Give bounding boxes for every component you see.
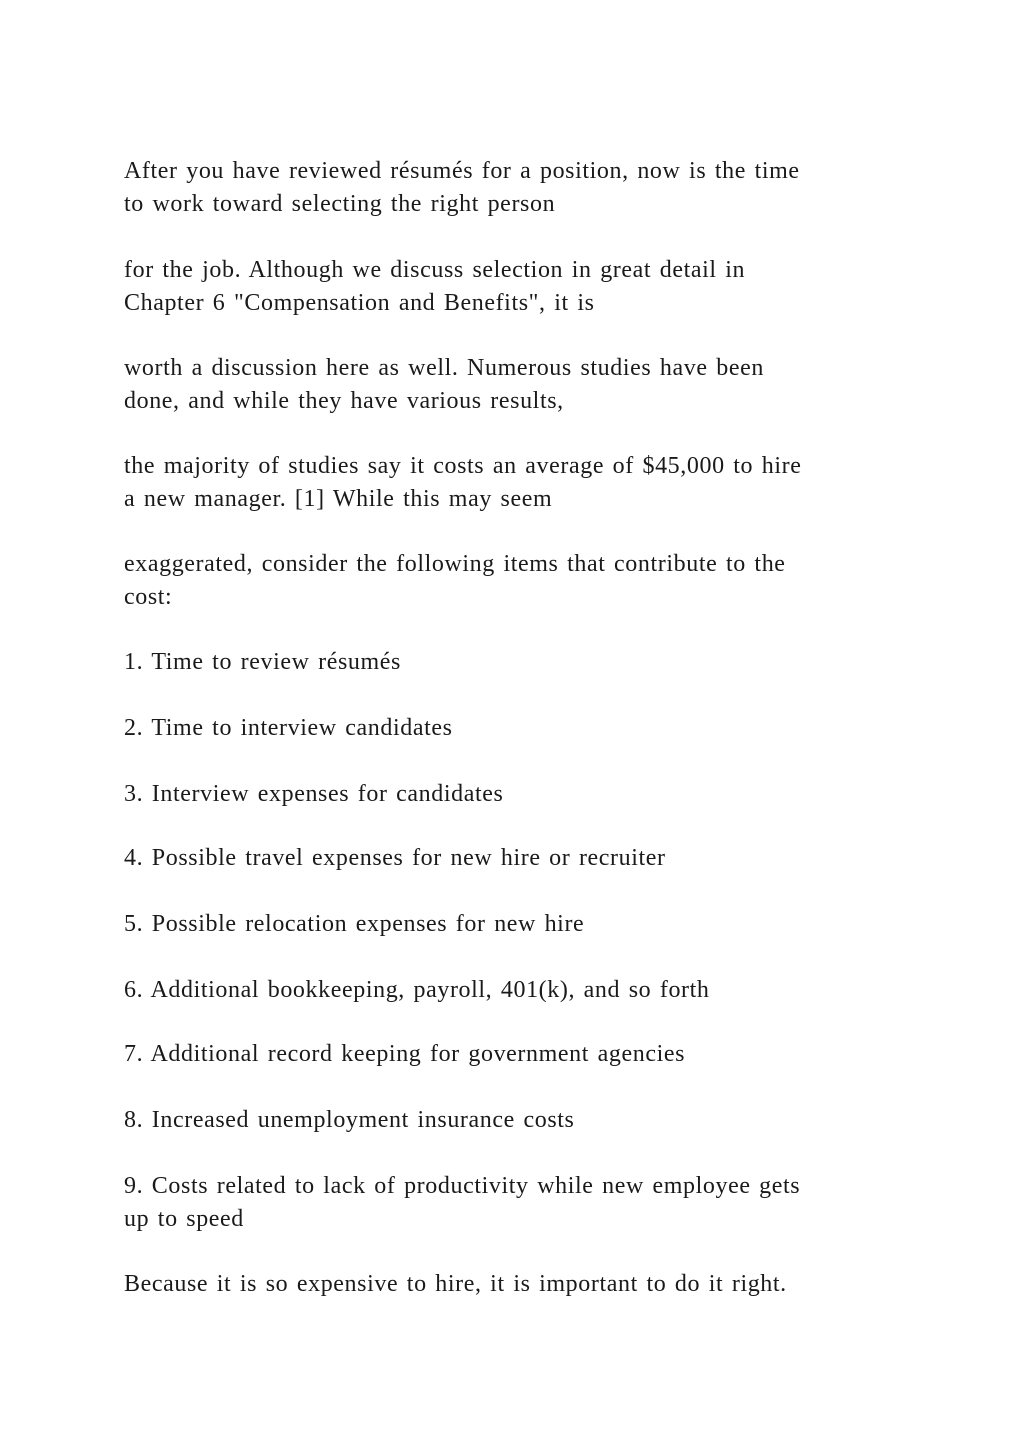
- paragraph-line: After you have reviewed résumés for a position, now is the time: [124, 158, 800, 184]
- list-item-5: [124, 908, 914, 941]
- paragraph-line: a new manager. [1] While this may seem: [124, 486, 553, 512]
- paragraph-line: done, and while they have various results,: [124, 388, 564, 414]
- paragraph-line: exaggerated, consider the following items that contribute to the: [124, 551, 786, 577]
- paragraph-5: [124, 548, 914, 614]
- list-item-text: 4. Possible travel expenses for new hire or recruiter: [124, 845, 666, 871]
- list-item-text: up to speed: [124, 1206, 244, 1232]
- list-item-text: 5. Possible relocation expenses for new hire: [124, 911, 585, 937]
- list-item-text: 9. Costs related to lack of productivity while new employee gets: [124, 1173, 801, 1199]
- list-item-6: [124, 974, 914, 1007]
- paragraph-line: Because it is so expensive to hire, it is important to do it right.: [124, 1271, 787, 1297]
- paragraph-1: [124, 155, 914, 221]
- list-item-4: [124, 842, 914, 875]
- paragraph-4: [124, 450, 914, 516]
- paragraph-line: Chapter 6 "Compensation and Benefits", it is: [124, 290, 595, 316]
- paragraph-line: worth a discussion here as well. Numerous studies have been: [124, 355, 764, 381]
- list-item-text: 7. Additional record keeping for government agencies: [124, 1041, 686, 1067]
- list-item-text: 1. Time to review résumés: [124, 649, 401, 675]
- list-item-text: 3. Interview expenses for candidates: [124, 781, 504, 807]
- paragraph-line: the majority of studies say it costs an average of $45,000 to hire: [124, 453, 802, 479]
- list-item-text: 8. Increased unemployment insurance costs: [124, 1107, 575, 1133]
- list-item-9: [124, 1170, 914, 1236]
- closing-paragraph: [124, 1268, 914, 1301]
- paragraph-line: for the job. Although we discuss selection in great detail in: [124, 257, 746, 283]
- list-item-3: [124, 778, 914, 811]
- paragraph-2: [124, 254, 914, 320]
- list-item-7: [124, 1038, 914, 1071]
- list-item-8: [124, 1104, 914, 1137]
- list-item-1: [124, 646, 914, 679]
- paragraph-3: [124, 352, 914, 418]
- list-item-2: [124, 712, 914, 745]
- paragraph-line: cost:: [124, 584, 173, 610]
- list-item-text: 6. Additional bookkeeping, payroll, 401(k), and so forth: [124, 977, 710, 1003]
- paragraph-line: to work toward selecting the right person: [124, 191, 556, 217]
- list-item-text: 2. Time to interview candidates: [124, 715, 453, 741]
